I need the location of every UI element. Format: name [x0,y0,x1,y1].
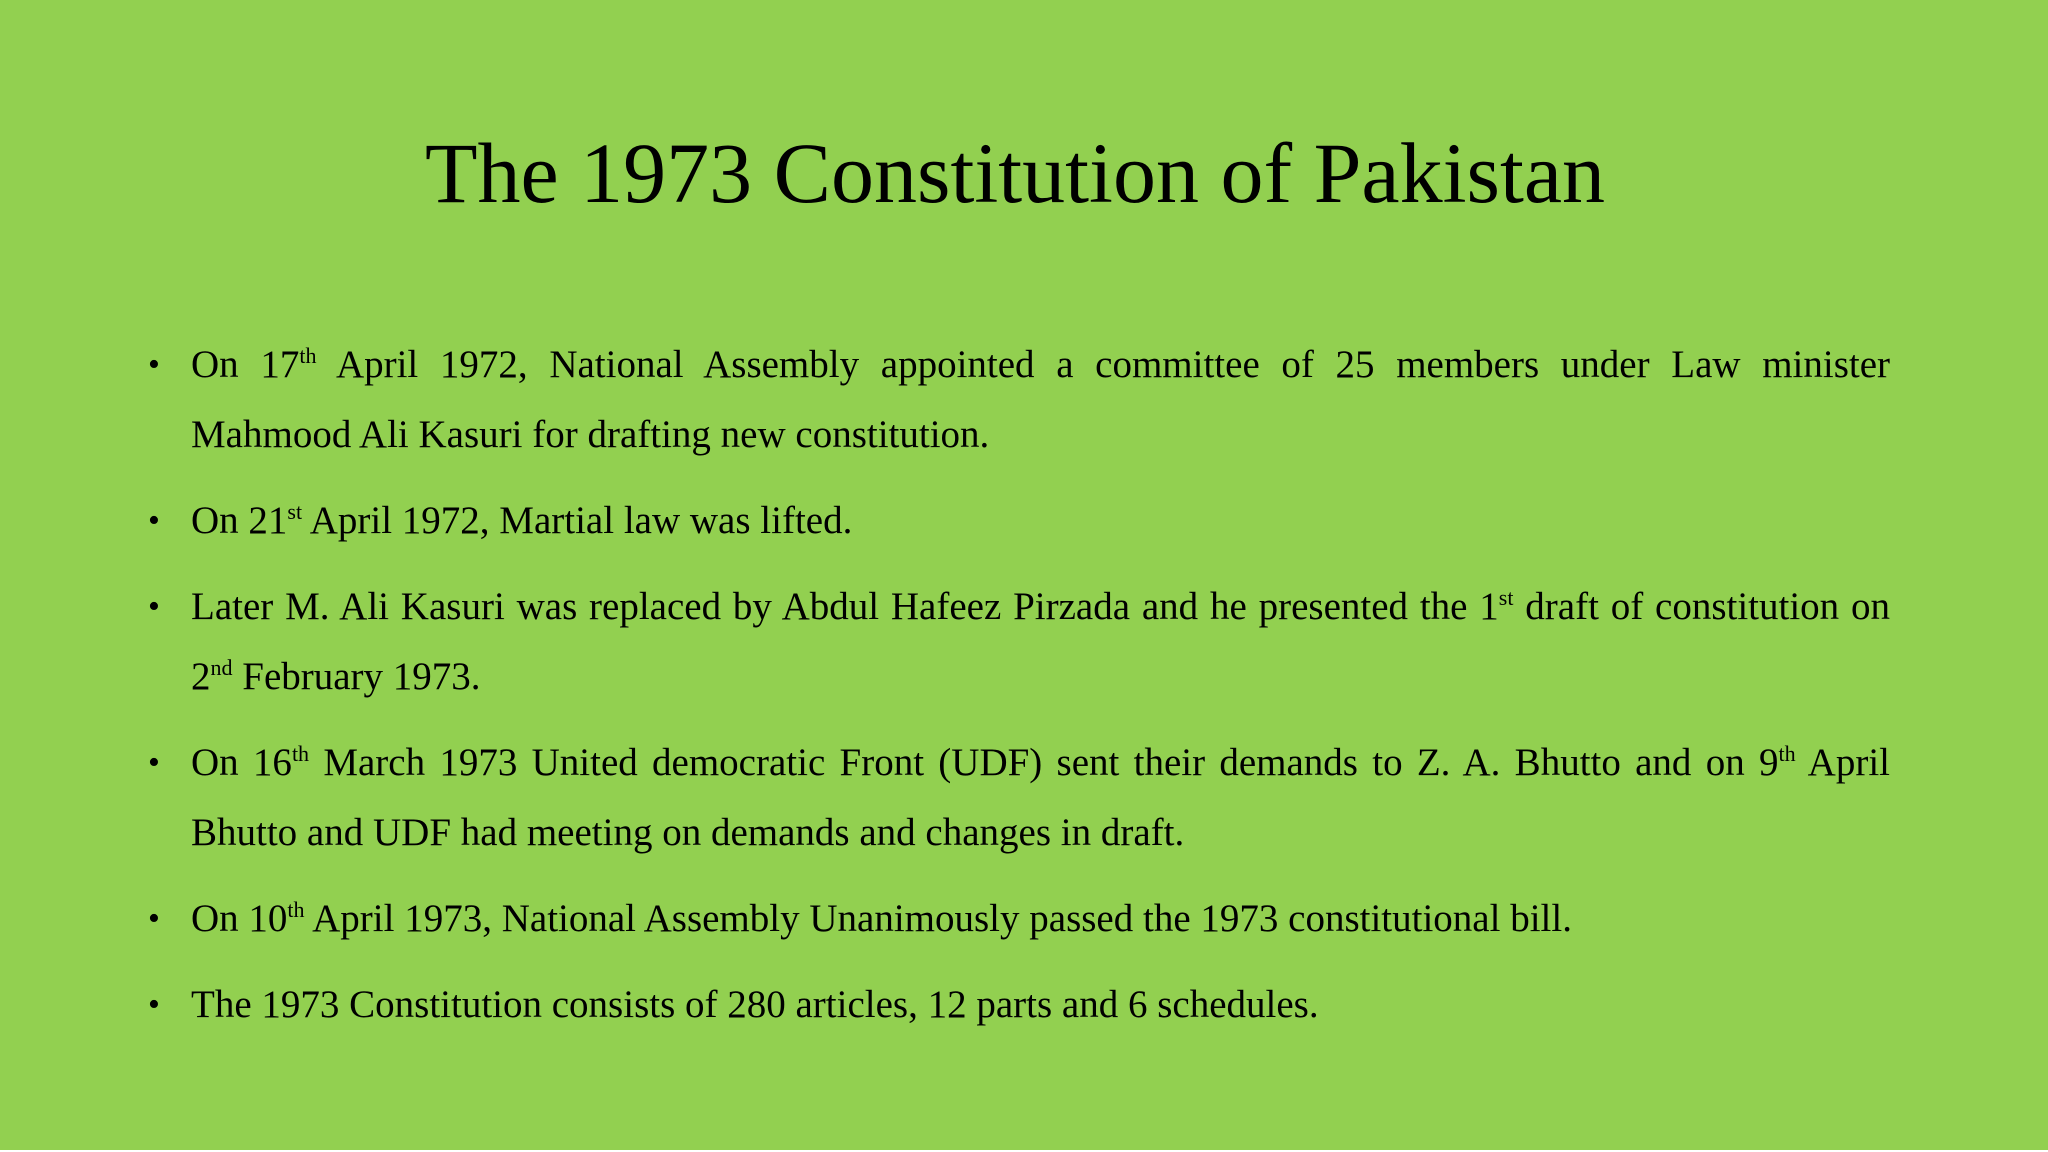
bullet-text: February 1973. [232,655,481,698]
ordinal-suffix: th [299,343,317,368]
bullet-item [148,970,1890,1040]
bullet-marker: • [148,744,160,781]
bullet-text: draft of constitution on 2 [191,585,1890,698]
bullet-text: April Bhutto and UDF had meeting on demands and changes in draft. [191,741,1891,854]
bullet-marker: • [148,588,160,625]
bullet-item [148,884,1890,954]
bullet-text: The 1973 Constitution consists of 280 articles, 12 parts and 6 schedules. [191,983,1319,1026]
bullet-item [148,728,1890,868]
bullet-text: April 1973, National Assembly Unanimously passed the 1973 constitutional bill. [304,897,1572,940]
bullet-text: On 16 [191,741,292,784]
bullet-text: On 21 [191,499,288,542]
bullet-marker: • [148,986,160,1023]
bullet-text: April 1972, Martial law was lifted. [302,499,853,542]
bullet-text: April 1972, National Assembly appointed a committee of 25 members under Law minister Mahmood Ali Kasuri for drafting new constitution. [191,343,1891,456]
ordinal-suffix: st [287,499,303,524]
ordinal-suffix: th [1778,741,1796,766]
bullet-marker: • [148,346,160,383]
bullet-item [148,572,1890,712]
bullet-text: March 1973 United democratic Front (UDF) sent their demands to Z. A. Bhutto and on 9 [309,741,1779,784]
ordinal-suffix: th [287,897,305,922]
bullet-text: Later M. Ali Kasuri was replaced by Abdul Hafeez Pirzada and he presented the 1 [191,585,1499,628]
bullet-marker: • [148,900,160,937]
ordinal-suffix: th [291,741,310,766]
ordinal-suffix: nd [210,655,233,680]
bullet-marker: • [148,502,160,539]
bullet-text: On 17 [191,343,300,386]
bullet-item [148,330,1890,470]
slide-title: The 1973 Constitution of Pakistan [424,125,1606,221]
bullet-text: On 10 [191,897,288,940]
bullet-list [148,330,1890,1056]
bullet-item [148,486,1890,556]
ordinal-suffix: st [1498,585,1514,610]
